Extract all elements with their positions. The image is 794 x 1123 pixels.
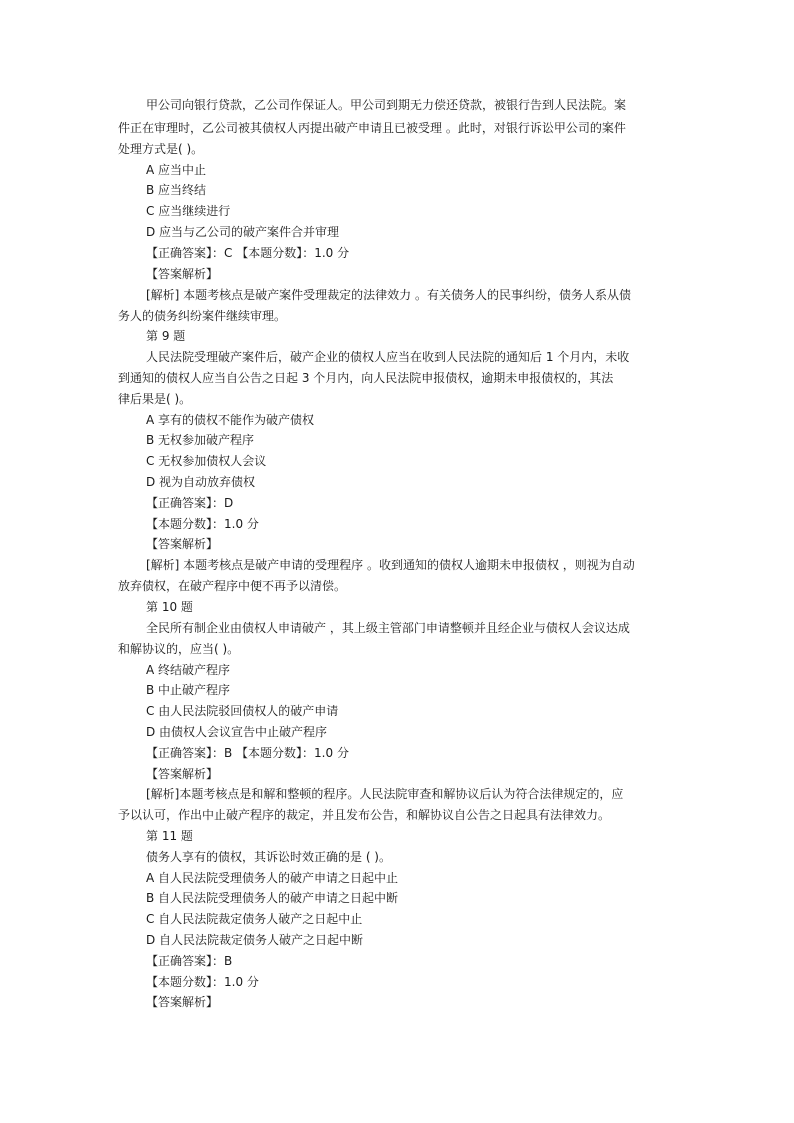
- q8-stem-line-1: 甲公司向银行贷款，乙公司作保证人。甲公司到期无力偿还贷款，被银行告到人民法院。案: [146, 98, 627, 112]
- q9-analysis-line-1: [解析] 本题考核点是破产申请的受理程序 。收到通知的债权人逾期未申报债权 ，则视为自动: [146, 558, 635, 572]
- q10-analysis-label: 【答案解析】: [146, 767, 219, 781]
- q11-option-d: D 自人民法院裁定债务人破产之日起中断: [146, 933, 364, 947]
- q8-stem-line-3: 处理方式是( )。: [118, 142, 204, 156]
- q10-stem-line-2: 和解协议的，应当( )。: [118, 642, 240, 656]
- q8-analysis-line-2: 务人的债务纠纷案件继续审理。: [118, 309, 287, 323]
- q11-option-b: B 自人民法院受理债务人的破产申请之日起中断: [146, 891, 399, 905]
- q9-option-b: B 无权参加破产程序: [146, 433, 255, 447]
- q9-stem-line-1: 人民法院受理破产案件后，破产企业的债权人应当在收到人民法院的通知后 1 个月内，未收: [146, 350, 630, 364]
- q10-answer-score: 【正确答案】：B 【本题分数】：1.0 分: [146, 746, 349, 760]
- q10-title: 第 10 题: [146, 600, 193, 614]
- q10-option-d: D 由债权人会议宣告中止破产程序: [146, 725, 328, 739]
- q9-answer: 【正确答案】：D: [146, 496, 234, 510]
- q11-option-c: C 自人民法院裁定债务人破产之日起中止: [146, 912, 363, 926]
- q8-analysis-line-1: [解析] 本题考核点是破产案件受理裁定的法律效力 。有关债务人的民事纠纷，债务人系从债: [146, 288, 631, 302]
- q9-analysis-line-2: 放弃债权，在破产程序中便不再予以清偿。: [118, 579, 347, 593]
- q11-title: 第 11 题: [146, 829, 193, 843]
- q11-analysis-label: 【答案解析】: [146, 995, 219, 1009]
- q11-answer: 【正确答案】：B: [146, 954, 233, 968]
- q10-stem-line-1: 全民所有制企业由债权人申请破产 ，其上级主管部门申请整顿并且经企业与债权人会议达成: [146, 621, 630, 635]
- q9-analysis-label: 【答案解析】: [146, 537, 219, 551]
- q9-score: 【本题分数】：1.0 分: [146, 517, 259, 531]
- q9-option-d: D 视为自动放弃债权: [146, 475, 256, 489]
- q8-answer-score: 【正确答案】：C 【本题分数】：1.0 分: [146, 246, 350, 260]
- q11-stem-line-1: 债务人享有的债权，其诉讼时效正确的是 ( )。: [146, 850, 391, 864]
- q8-stem-line-2: 件正在审理时，乙公司被其债权人丙提出破产申请且已被受理 。此时，对银行诉讼甲公司的案件: [118, 121, 626, 135]
- q9-option-a: A 享有的债权不能作为破产债权: [146, 413, 315, 427]
- q10-analysis-line-1: [解析]本题考核点是和解和整顿的程序。人民法院审查和解协议后认为符合法律规定的，应: [146, 787, 624, 801]
- q11-score: 【本题分数】：1.0 分: [146, 975, 259, 989]
- q8-analysis-label: 【答案解析】: [146, 267, 219, 281]
- q9-stem-line-2: 到通知的债权人应当自公告之日起 3 个月内，向人民法院申报债权，逾期未申报债权的，其法: [118, 371, 614, 385]
- q10-option-a: A 终结破产程序: [146, 663, 231, 677]
- q8-option-d: D 应当与乙公司的破产案件合并审理: [146, 225, 340, 239]
- q8-option-a: A 应当中止: [146, 163, 207, 177]
- q11-option-a: A 自人民法院受理债务人的破产申请之日起中止: [146, 871, 399, 885]
- q9-option-c: C 无权参加债权人会议: [146, 454, 267, 468]
- q9-title: 第 9 题: [146, 329, 186, 343]
- q10-analysis-line-2: 予以认可，作出中止破产程序的裁定，并且发布公告，和解协议自公告之日起具有法律效力。: [118, 808, 611, 822]
- q10-option-b: B 中止破产程序: [146, 683, 231, 697]
- q8-option-c: C 应当继续进行: [146, 204, 231, 218]
- q9-stem-line-3: 律后果是( )。: [118, 392, 192, 406]
- q8-option-b: B 应当终结: [146, 183, 207, 197]
- q10-option-c: C 由人民法院驳回债权人的破产申请: [146, 704, 339, 718]
